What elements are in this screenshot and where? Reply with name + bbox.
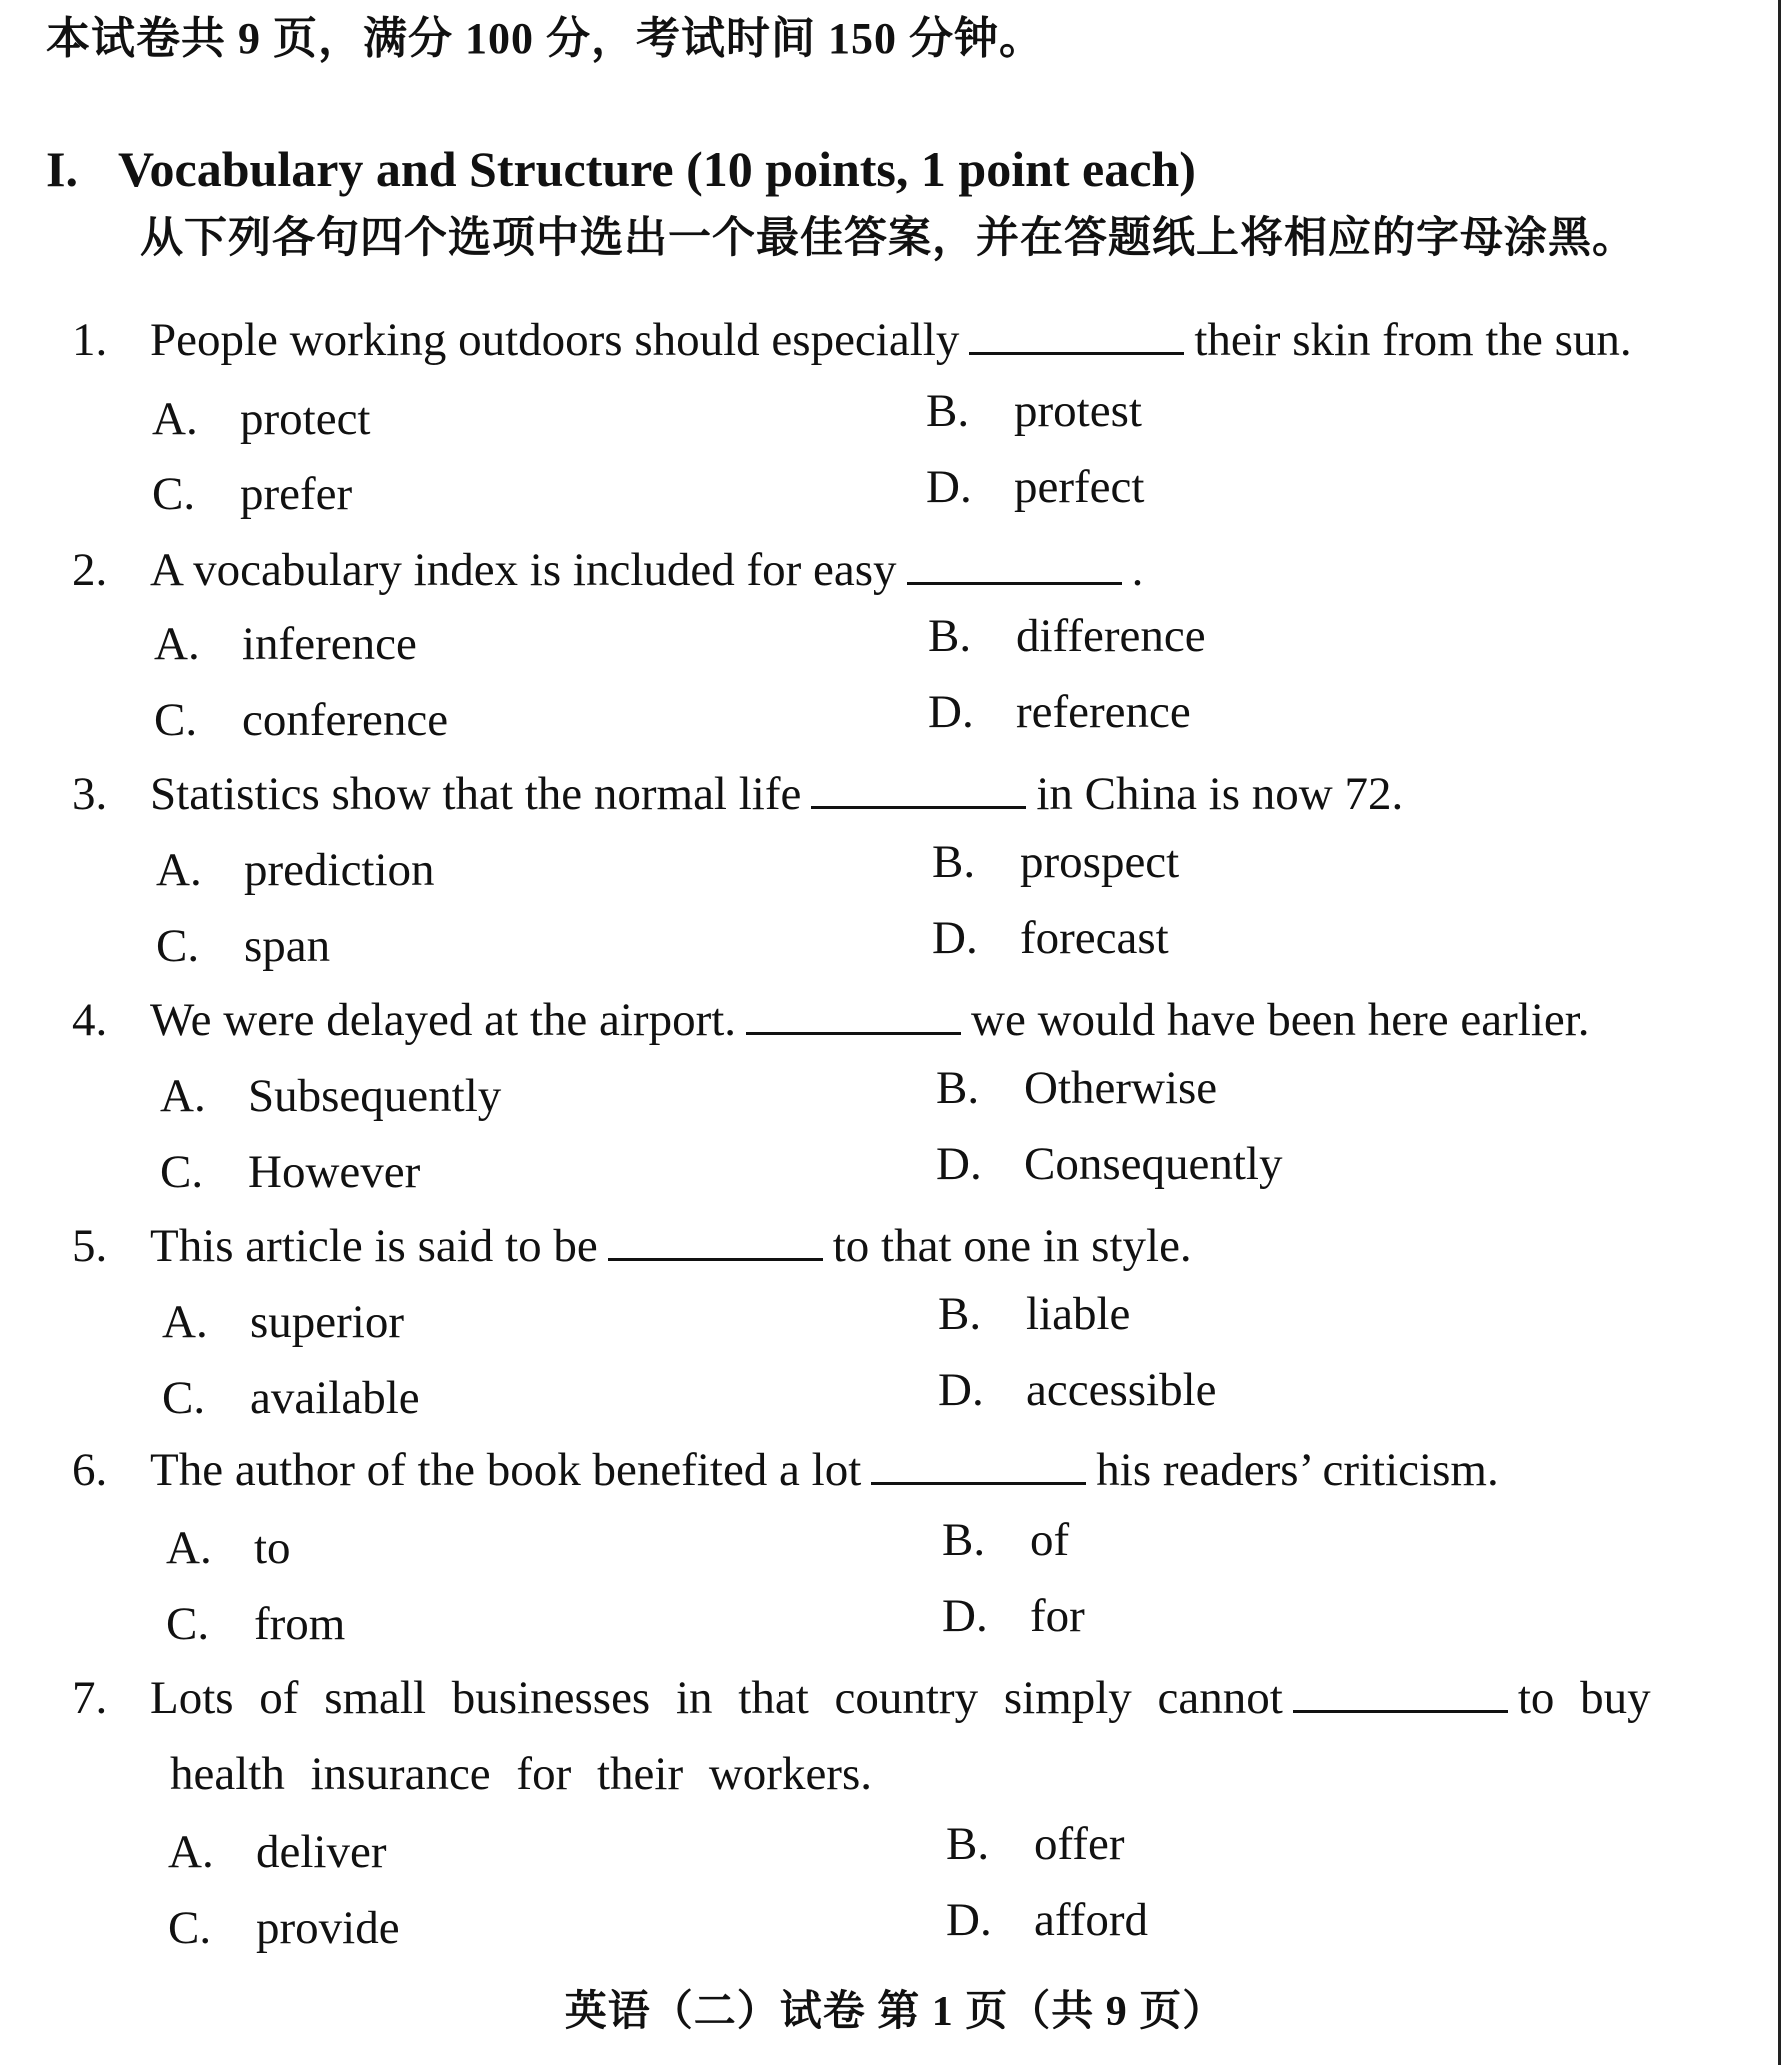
option-letter: C. (168, 1902, 212, 1954)
question-6-option-d (942, 1578, 1085, 1654)
option-text: However (248, 1146, 421, 1198)
option-letter: D. (936, 1138, 982, 1190)
option-letter: A. (154, 618, 200, 670)
option-text: difference (1016, 610, 1206, 662)
question-5-option-c (162, 1360, 420, 1436)
question-3-option-c (156, 908, 330, 984)
option-letter: A. (162, 1296, 208, 1348)
question-text-before: The author of the book benefited a lot (150, 1444, 862, 1496)
option-text: provide (256, 1902, 400, 1954)
question-2-option-d (928, 674, 1191, 750)
option-letter: B. (926, 385, 970, 437)
option-text: reference (1016, 686, 1191, 738)
question-3-option-a (156, 832, 435, 908)
question-number: 4. (72, 994, 108, 1046)
question-5-stem (72, 1208, 1712, 1284)
question-2-option-b (928, 598, 1206, 674)
question-number: 2. (72, 544, 108, 596)
option-text: protect (240, 393, 371, 445)
option-text: Consequently (1024, 1138, 1283, 1190)
option-letter: B. (946, 1818, 990, 1870)
section-number: I. (46, 141, 78, 197)
exam-intro: 本试卷共 9 页，满分 100 分，考试时间 150 分钟。 (46, 14, 1044, 63)
section-instructions: 从下列各句四个选项中选出一个最佳答案，并在答题纸上将相应的字母涂黑。 (140, 215, 1636, 262)
question-7-stem (72, 1660, 1712, 1812)
option-text: superior (250, 1296, 405, 1348)
option-text: prefer (240, 468, 353, 520)
question-5-option-d (938, 1352, 1217, 1428)
question-4-option-a (160, 1058, 501, 1134)
question-text-before: We were delayed at the airport. (150, 994, 737, 1046)
question-number: 3. (72, 768, 108, 820)
option-letter: B. (932, 836, 976, 888)
question-text-after: their skin from the sun. (1194, 314, 1632, 366)
option-text: prediction (244, 844, 435, 896)
option-letter: B. (936, 1062, 980, 1114)
option-text: perfect (1014, 461, 1145, 513)
option-text: span (244, 920, 331, 972)
option-letter: C. (160, 1146, 204, 1198)
question-1-stem (72, 302, 1712, 378)
option-letter: A. (166, 1522, 212, 1574)
option-letter: C. (152, 468, 196, 520)
option-letter: C. (162, 1372, 206, 1424)
option-text: accessible (1026, 1364, 1217, 1416)
option-letter: D. (938, 1364, 984, 1416)
option-text: inference (242, 618, 417, 670)
option-letter: B. (928, 610, 972, 662)
question-6-option-c (166, 1586, 345, 1662)
answer-blank (907, 576, 1122, 585)
question-2-option-c (154, 682, 448, 758)
question-text-after: we would have been here earlier. (971, 994, 1590, 1046)
question-text-continuation: health insurance for their workers. (170, 1748, 872, 1800)
option-text: offer (1034, 1818, 1125, 1870)
option-text: liable (1026, 1288, 1131, 1340)
question-2-option-a (154, 606, 417, 682)
option-text: prospect (1020, 836, 1180, 888)
option-letter: D. (942, 1590, 988, 1642)
question-4-option-d (936, 1126, 1282, 1202)
option-letter: D. (928, 686, 974, 738)
section-title-text: Vocabulary and Structure (10 points, 1 point each) (118, 141, 1196, 197)
option-letter: B. (942, 1514, 986, 1566)
question-text-after: . (1131, 544, 1144, 596)
option-letter: B. (938, 1288, 982, 1340)
question-text-before: Statistics show that the normal life (150, 768, 802, 820)
option-letter: A. (152, 393, 198, 445)
option-text: deliver (256, 1826, 387, 1878)
answer-blank (608, 1252, 823, 1261)
question-6-option-b (942, 1502, 1069, 1578)
question-text-after: to buy (1517, 1672, 1651, 1724)
option-text: afford (1034, 1894, 1148, 1946)
question-4-stem (72, 982, 1712, 1058)
option-letter: C. (154, 694, 198, 746)
answer-blank (871, 1476, 1086, 1485)
question-text-before: Lots of small businesses in that country simply cannot (150, 1672, 1283, 1724)
question-text-after: to that one in style. (832, 1220, 1192, 1272)
question-7-option-b (946, 1806, 1124, 1882)
question-3-option-d (932, 900, 1169, 976)
question-4-option-c (160, 1134, 420, 1210)
option-letter: C. (166, 1598, 210, 1650)
question-text-after: his readers’ criticism. (1096, 1444, 1499, 1496)
question-3-stem (72, 756, 1712, 832)
option-text: available (250, 1372, 420, 1424)
answer-blank (811, 800, 1026, 809)
question-text-before: A vocabulary index is included for easy (150, 544, 897, 596)
question-3-option-b (932, 824, 1179, 900)
question-2-stem (72, 532, 1712, 608)
question-7-option-d (946, 1882, 1148, 1958)
option-letter: A. (168, 1826, 214, 1878)
question-1-option-c (152, 456, 352, 532)
answer-blank (1293, 1704, 1508, 1713)
question-7-option-c (168, 1890, 400, 1966)
option-text: of (1030, 1514, 1070, 1566)
question-5-option-a (162, 1284, 404, 1360)
option-letter: C. (156, 920, 200, 972)
question-1-option-d (926, 449, 1144, 525)
question-text-before: People working outdoors should especially (150, 314, 960, 366)
option-text: to (254, 1522, 291, 1574)
question-number: 5. (72, 1220, 108, 1272)
option-letter: D. (926, 461, 972, 513)
question-6-option-a (166, 1510, 291, 1586)
question-text-after: in China is now 72. (1036, 768, 1404, 820)
question-number: 7. (72, 1672, 108, 1724)
answer-blank (969, 346, 1184, 355)
option-text: forecast (1020, 912, 1169, 964)
option-text: for (1030, 1590, 1085, 1642)
question-4-option-b (936, 1050, 1217, 1126)
option-text: protest (1014, 385, 1142, 437)
question-1-option-a (152, 381, 371, 457)
option-letter: D. (946, 1894, 992, 1946)
question-number: 6. (72, 1444, 108, 1496)
page-footer: 英语（二）试卷 第 1 页（共 9 页） (564, 1989, 1226, 2035)
option-text: from (254, 1598, 346, 1650)
answer-blank (746, 1026, 961, 1035)
option-text: Subsequently (248, 1070, 502, 1122)
question-7-option-a (168, 1814, 387, 1890)
question-number: 1. (72, 314, 108, 366)
question-text-before: This article is said to be (150, 1220, 598, 1272)
question-1-option-b (926, 373, 1142, 449)
option-text: conference (242, 694, 449, 746)
question-5-option-b (938, 1276, 1130, 1352)
option-letter: A. (156, 844, 202, 896)
question-6-stem (72, 1432, 1712, 1508)
option-letter: A. (160, 1070, 206, 1122)
option-letter: D. (932, 912, 978, 964)
option-text: Otherwise (1024, 1062, 1218, 1114)
